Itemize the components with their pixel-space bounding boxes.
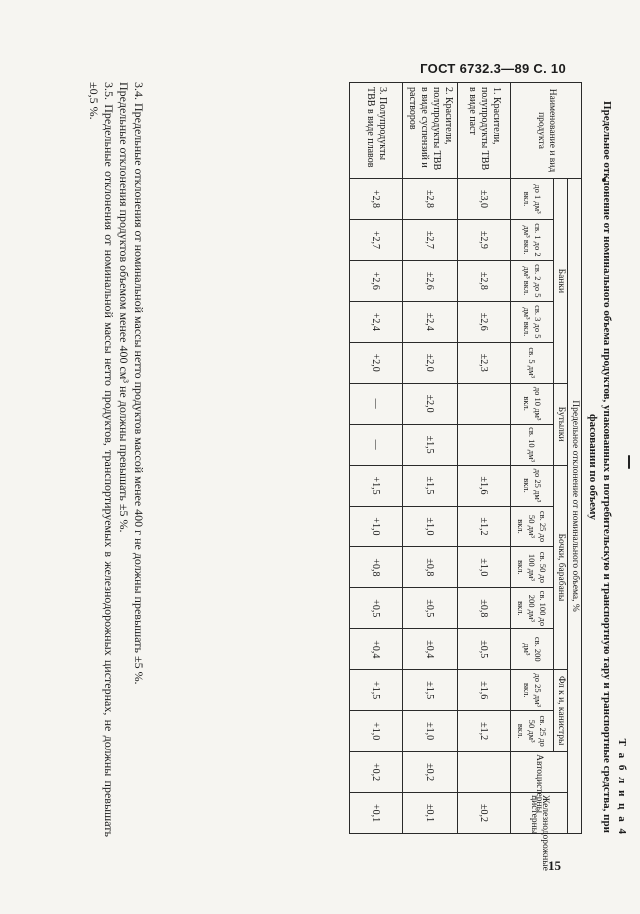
table-cell: — xyxy=(350,383,403,424)
table-cell xyxy=(458,383,511,424)
column-header-butylki: Бутылки xyxy=(554,383,568,465)
range-header: св. 2 до 5 дм³ вкл. xyxy=(511,260,554,301)
table-cell: +2,0 xyxy=(350,342,403,383)
range-header: до 25 дм³ вкл. xyxy=(511,670,554,711)
deviation-table xyxy=(349,82,582,871)
table-cell: ±2,6 xyxy=(458,301,511,342)
table-cell: ±1,0 xyxy=(458,547,511,588)
table-cell: ±2,4 xyxy=(403,301,458,342)
table-row xyxy=(350,83,403,834)
table-cell: ±1,0 xyxy=(403,506,458,547)
note-paragraph: Предельные отклонения продуктов объемом менее 400 см³ не должны превышать ±5 %. xyxy=(117,82,131,533)
table-cell: ±1,2 xyxy=(458,506,511,547)
range-header: до 1 дм³ вкл. xyxy=(511,179,554,220)
range-header: св. 10 дм³ xyxy=(511,424,554,465)
table-cell: +0,4 xyxy=(350,629,403,670)
column-header-zhd-cisterny: Железнодорожные цистерны xyxy=(511,793,568,834)
column-header-flyagi: Фл к и, канистры xyxy=(554,670,568,752)
note-paragraph: 3.5. Предельные отклонения от номинальной массы нетто продуктов, транспортируемых в железнодорожных цистернах, не должны превышать ±0,5 %. xyxy=(87,82,116,837)
range-header: св. 1 до 2 дм³ вкл. xyxy=(511,219,554,260)
row-name: 1. Красители, полупродукты ТВВ в виде паст xyxy=(458,83,511,179)
table-row xyxy=(458,83,511,834)
table-cell: +2,4 xyxy=(350,301,403,342)
table-cell: ±0,8 xyxy=(458,588,511,629)
column-header-name: Наименование и вид продукта xyxy=(511,83,582,179)
table-cell: ±1,2 xyxy=(458,711,511,752)
table-cell: ±2,6 xyxy=(403,260,458,301)
range-header: св. 50 до 100 дм³ вкл. xyxy=(511,547,554,588)
row-name: 2. Красители, полупродукты ТВВ в виде суспензий и растворов xyxy=(403,83,458,179)
notes-section xyxy=(86,82,146,837)
table-cell: ±2,9 xyxy=(458,219,511,260)
table-cell: +0,1 xyxy=(350,793,403,834)
table-cell: +1,0 xyxy=(350,506,403,547)
table-cell: ±2,0 xyxy=(403,342,458,383)
table-cell: ±0,1 xyxy=(403,793,458,834)
table-cell: +1,5 xyxy=(350,465,403,506)
table-cell: +1,5 xyxy=(350,670,403,711)
rotated-table-block xyxy=(28,82,628,871)
table-cell: — xyxy=(350,424,403,465)
table-cell: ±1,5 xyxy=(403,465,458,506)
table-row xyxy=(403,83,458,834)
document-header: ГОСТ 6732.3—89 С. 10 xyxy=(420,61,566,76)
column-header-banki: Банки xyxy=(554,179,568,384)
column-header-bochki: Бочки, барабаны xyxy=(554,465,568,670)
table-cell: ±2,7 xyxy=(403,219,458,260)
table-cell: +0,5 xyxy=(350,588,403,629)
table-cell: +1,0 xyxy=(350,711,403,752)
table-cell: ±0,4 xyxy=(403,629,458,670)
table-label: Т а б л и ц а 4 xyxy=(616,738,628,836)
table-cell: ±2,8 xyxy=(403,179,458,220)
table-cell xyxy=(458,424,511,465)
table-cell: ±0,5 xyxy=(403,588,458,629)
table-cell: +2,6 xyxy=(350,260,403,301)
table-cell: ±1,0 xyxy=(403,711,458,752)
table-cell: ±1,5 xyxy=(403,670,458,711)
column-header-avtocisterny: Автоцистерны xyxy=(511,752,568,793)
column-header-group: Предельное отклонение от номинального объема, % xyxy=(568,179,582,834)
table-cell: +0,8 xyxy=(350,547,403,588)
page-number: 15 xyxy=(548,858,561,873)
range-header: до 25 дм³ вкл. xyxy=(511,465,554,506)
range-header: до 10 дм³ вкл. xyxy=(511,383,554,424)
table-cell: ±2,8 xyxy=(458,260,511,301)
range-header: св. 5 дм³ xyxy=(511,342,554,383)
table-cell: ±0,5 xyxy=(458,629,511,670)
table-cell: ±0,8 xyxy=(403,547,458,588)
range-header: св. 3 до 5 дм³ вкл. xyxy=(511,301,554,342)
table-cell: ±1,6 xyxy=(458,670,511,711)
table-cell: ±2,0 xyxy=(403,383,458,424)
range-header: св. 25 до 50 дм³ вкл. xyxy=(511,711,554,752)
table-cell: ±1,6 xyxy=(458,465,511,506)
table-cell: ±2,3 xyxy=(458,342,511,383)
table-cell: +2,8 xyxy=(350,179,403,220)
table-cell: +0,2 xyxy=(350,752,403,793)
table-cell xyxy=(458,752,511,793)
range-header: св. 200 дм³ xyxy=(511,629,554,670)
row-name: 3. Полупродукты ТВВ в виде плавов xyxy=(350,83,403,179)
range-header: св. 100 до 200 дм³ вкл. xyxy=(511,588,554,629)
note-paragraph: 3.4. Предельные отклонения от номинальной массы нетто продуктов массой менее 400 г не должны превышать ±5 %. xyxy=(132,82,146,685)
range-header: св. 25 до 50 дм³ вкл. xyxy=(511,506,554,547)
table-title: Предельное отклонение от номинального объема продуктов, упакованных в потребительскую и транспортную тару и транспортные средства, при фасовании по объему xyxy=(587,101,613,833)
table-cell: ±0,2 xyxy=(403,752,458,793)
table-cell: +2,7 xyxy=(350,219,403,260)
print-speck xyxy=(628,455,630,469)
table-cell: ±0,2 xyxy=(458,793,511,834)
table-cell: ±1,5 xyxy=(403,424,458,465)
table-cell: ±3,0 xyxy=(458,179,511,220)
